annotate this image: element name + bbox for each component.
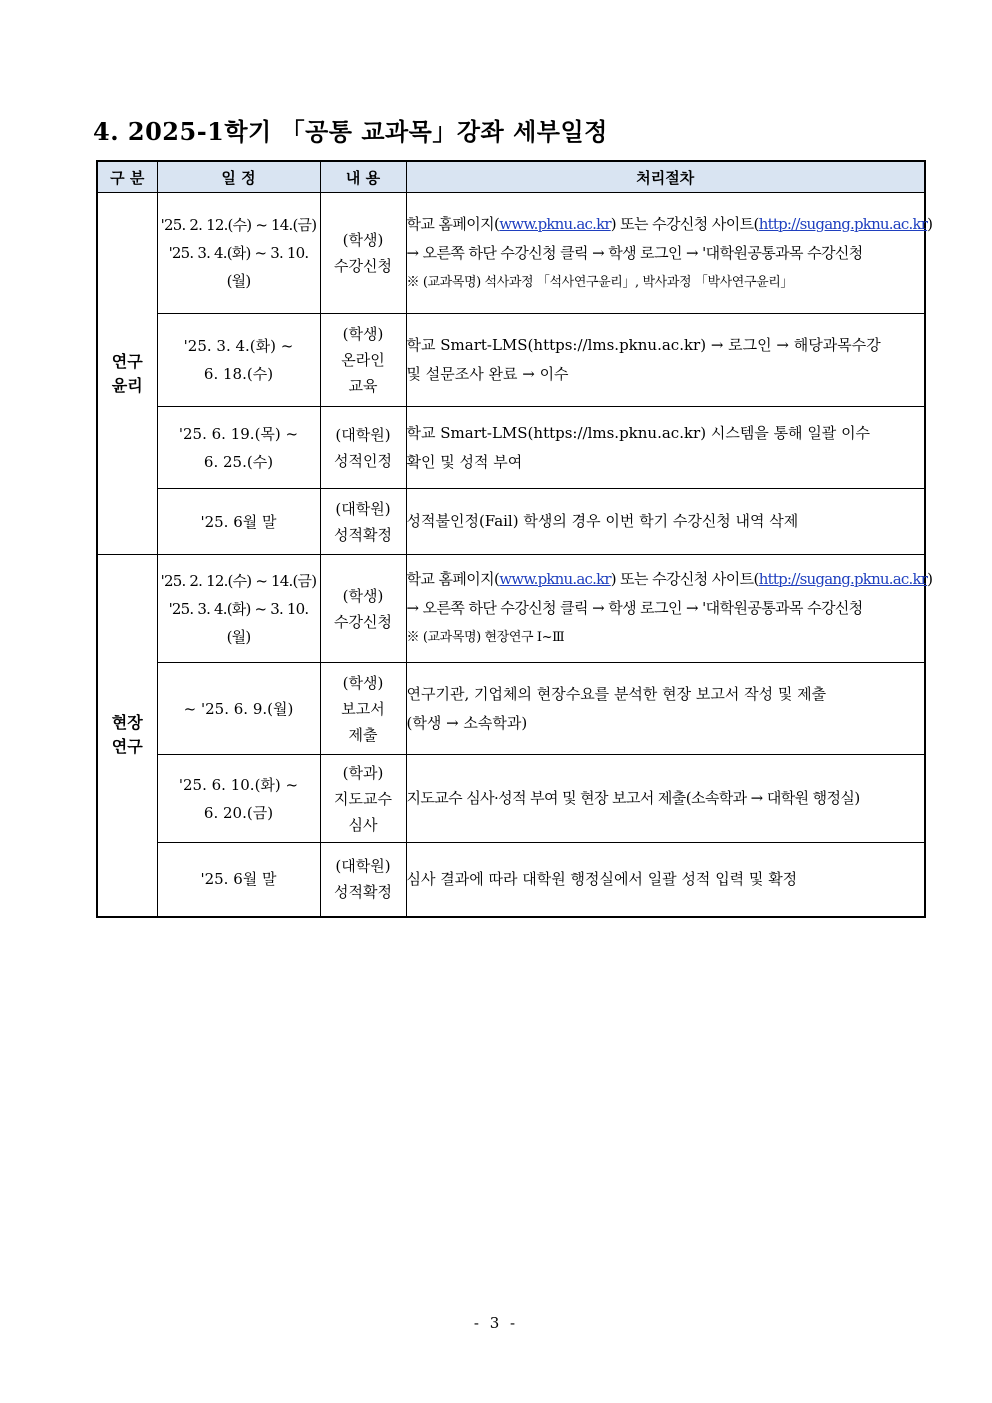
schedule-line: '25. 6. 19.(목) ~ [178,424,299,443]
procedure-cell [406,489,925,555]
content-line: (학과) [342,763,384,782]
content-cell [320,755,406,843]
content-cell [320,193,406,314]
header-content: 내 용 [320,161,406,193]
procedure-line: 지도교수 심사·성적 부여 및 현장 보고서 제출(소속학과 → 대학원 행정실) [406,789,860,807]
category-line: 현장 [111,713,143,733]
procedure-cell [406,663,925,755]
sugang-site-link[interactable]: http://sugang.pknu.ac.kr [758,570,928,588]
table-header-row [97,161,925,193]
page-number: - 3 - [473,1314,519,1332]
procedure-line: → 오른쪽 하단 수강신청 클릭 → 학생 로그인 → '대학원공통과목 수강신청 [406,243,863,262]
table-row [97,407,925,489]
procedure-cell [406,755,925,843]
procedure-line: 학교 Smart-LMS(https://lms.pknu.ac.kr) 시스템을 통해 일괄 이수 [406,423,871,442]
table-row [97,663,925,755]
content-cell [320,314,406,407]
procedure-cell [406,407,925,489]
header-category: 구 분 [97,161,157,193]
table-row [97,193,925,314]
procedure-text: 학교 홈페이지( [406,214,500,233]
header-schedule: 일 정 [157,161,320,193]
procedure-line: 확인 및 성적 부여 [406,452,523,471]
schedule-line: '25. 3. 4.(화) ~ [183,337,294,355]
sugang-site-link[interactable]: http://sugang.pknu.ac.kr [758,214,928,233]
schedule-cell [157,489,320,555]
procedure-line: 학교 Smart-LMS(https://lms.pknu.ac.kr) → 로그인 → 해당과목수강 [406,336,881,354]
content-line: (대학원) [335,499,391,518]
table-row [97,314,925,407]
schedule-cell [157,555,320,663]
content-line: (학생) [342,325,384,343]
procedure-line: 심사 결과에 따라 대학원 행정실에서 일괄 성적 입력 및 확정 [406,869,798,888]
page-title: 4. 2025-1학기 「공통 교과목」강좌 세부일정 [93,117,608,146]
homepage-link[interactable]: www.pknu.ac.kr [499,570,611,588]
procedure-note: ※ (교과목명) 석사과정 「석사연구윤리」, 박사과정 「박사연구윤리」 [406,274,794,290]
content-line: 교육 [348,377,378,395]
content-cell [320,663,406,755]
schedule-line: ~ '25. 6. 9.(월) [183,699,294,718]
category-line: 윤리 [111,375,143,395]
content-line: 온라인 [341,351,385,369]
content-line: 보고서 [341,699,385,718]
schedule-line: '25. 3. 4.(화) ~ 3. 10.(월) [168,244,309,290]
content-line: (학생) [342,586,384,605]
content-line: (대학원) [335,857,391,876]
content-line: 수강신청 [334,257,392,275]
schedule-cell [157,407,320,489]
schedule-cell [157,193,320,314]
procedure-line: 연구기관, 기업체의 현장수요를 분석한 현장 보고서 작성 및 제출 [406,684,827,703]
schedule-line: '25. 2. 12.(수) ~ 14.(금) [160,216,317,234]
category-research-ethics [97,193,157,555]
content-line: 성적확정 [334,883,392,902]
category-line: 연구 [111,351,143,371]
category-line: 연구 [111,737,143,757]
procedure-cell [406,193,933,314]
content-line: 지도교수 [334,789,392,808]
content-line: 성적인정 [334,451,392,470]
schedule-line: '25. 6. 10.(화) ~ [178,775,299,794]
procedure-text: ) 또는 수강신청 사이트( [610,570,759,588]
procedure-line: 및 설문조사 완료 → 이수 [406,365,569,383]
procedure-text: ) 또는 수강신청 사이트( [610,214,759,233]
content-cell [320,407,406,489]
content-line: (학생) [342,231,384,249]
procedure-line [406,565,933,594]
schedule-cell [157,314,320,407]
content-cell [320,843,406,917]
schedule-line: '25. 2. 12.(수) ~ 14.(금) [160,571,317,590]
procedure-text: 학교 홈페이지( [406,570,500,588]
schedule-line: 6. 18.(수) [203,365,274,383]
content-line: 수강신청 [334,612,392,631]
content-cell [320,489,406,555]
content-cell [320,555,406,663]
content-line: (대학원) [335,425,391,444]
schedule-cell [157,755,320,843]
procedure-line: 성적불인정(Fail) 학생의 경우 이번 학기 수강신청 내역 삭제 [406,512,799,530]
procedure-line: → 오른쪽 하단 수강신청 클릭 → 학생 로그인 → '대학원공통과목 수강신청 [406,599,863,617]
schedule-line: '25. 3. 4.(화) ~ 3. 10.(월) [168,599,309,646]
table-row [97,755,925,843]
procedure-line [406,210,933,239]
schedule-cell [157,663,320,755]
procedure-cell [406,314,925,407]
header-procedure: 처리절차 [406,161,925,193]
table-row [97,555,925,663]
procedure-text: ) [927,570,933,588]
procedure-text: ) [927,214,933,233]
schedule-table [96,160,933,918]
schedule-line: 6. 25.(수) [203,452,274,471]
schedule-line: 6. 20.(금) [203,803,274,822]
procedure-cell [406,843,925,917]
content-line: (학생) [342,673,384,692]
content-line: 심사 [348,815,378,834]
procedure-note: ※ (교과목명) 현장연구 Ⅰ~Ⅲ [406,630,565,645]
procedure-cell [406,555,933,663]
content-line: 제출 [348,725,378,744]
schedule-line: '25. 6월 말 [200,870,277,889]
category-field-research [97,555,157,917]
schedule-line: '25. 6월 말 [200,512,277,531]
table-row [97,843,925,917]
procedure-line: (학생 → 소속학과) [406,713,528,732]
schedule-cell [157,843,320,917]
table-row [97,489,925,555]
content-line: 성적확정 [334,525,392,544]
homepage-link[interactable]: www.pknu.ac.kr [499,214,611,233]
